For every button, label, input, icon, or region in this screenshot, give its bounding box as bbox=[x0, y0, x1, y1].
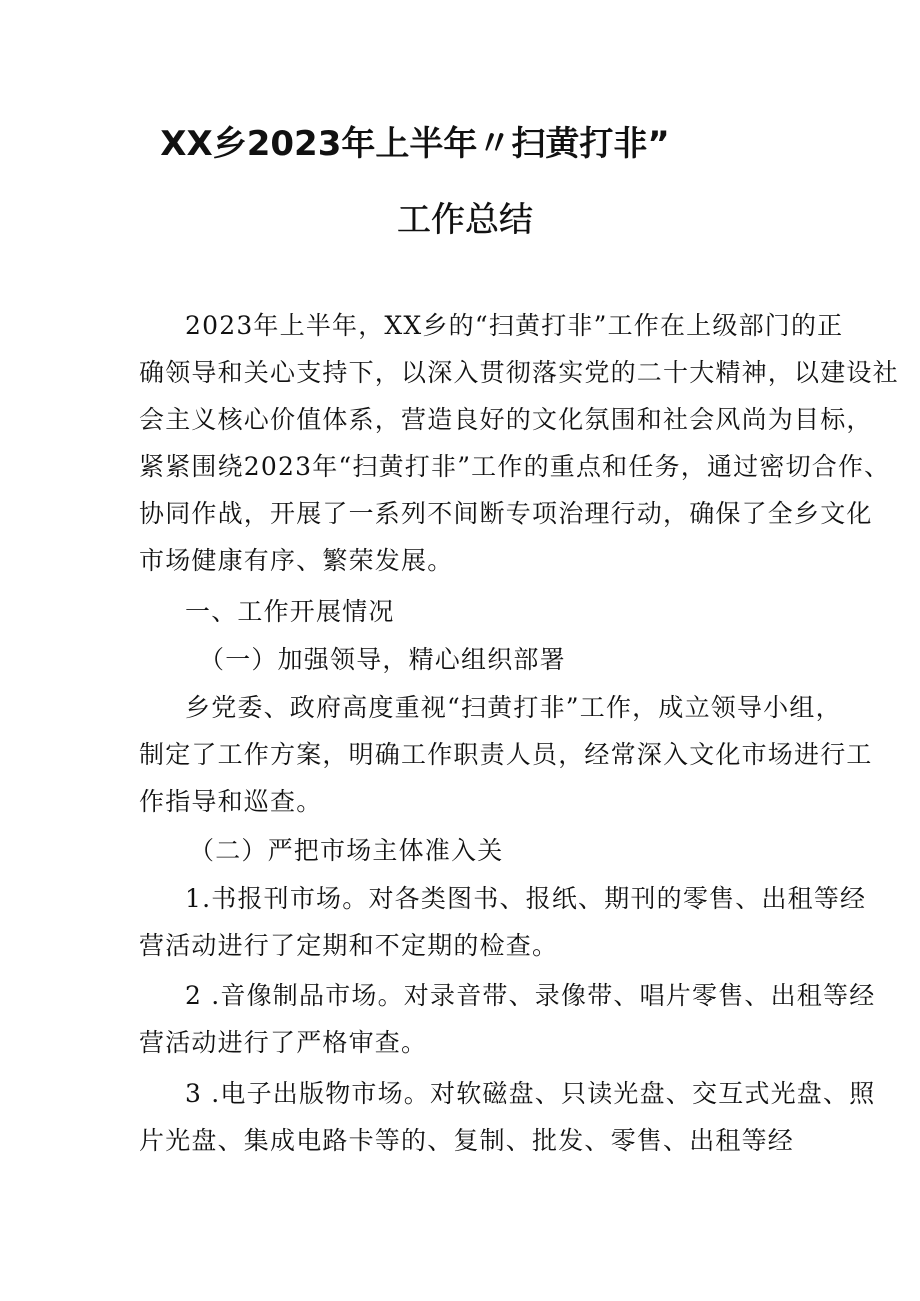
subsection-2-heading: （二）严把市场主体准入关 bbox=[189, 836, 504, 865]
item-3-line-2: 片光盘、集成电路卡等的、复制、批发、零售、出租等经 bbox=[139, 1126, 795, 1155]
intro-line-6: 市场健康有序、繁荣发展。 bbox=[139, 546, 454, 575]
sub1-line-2: 制定了工作方案，明确工作职责人员，经常深入文化市场进行工 bbox=[139, 740, 873, 769]
item-2-line-1: 2 .音像制品市场。对录音带、录像带、唱片零售、出租等经 bbox=[185, 981, 876, 1010]
item-2-paragraph bbox=[139, 972, 876, 1066]
subsection-1-heading: （一）加强领导，精心组织部署 bbox=[199, 645, 566, 674]
item-1-line-1: 1.书报刊市场。对各类图书、报纸、期刊的零售、出租等经 bbox=[185, 884, 867, 913]
intro-line-3: 会主义核心价值体系，营造良好的文化氛围和社会风尚为目标， bbox=[139, 405, 873, 434]
section-1-heading: 一、工作开展情况 bbox=[185, 597, 395, 626]
item-1-line-2: 营活动进行了定期和不定期的检查。 bbox=[139, 931, 559, 960]
document-title-line-2: 工作总结 bbox=[397, 200, 533, 240]
item-2-line-2: 营活动进行了严格审查。 bbox=[139, 1028, 428, 1057]
intro-paragraph bbox=[139, 302, 899, 584]
section-1 bbox=[139, 588, 795, 635]
item-3-line-1: 3 .电子出版物市场。对软磁盘、只读光盘、交互式光盘、照 bbox=[185, 1079, 876, 1108]
item-3-paragraph bbox=[139, 1070, 876, 1164]
intro-line-2: 确领导和关心支持下，以深入贯彻落实党的二十大精神，以建设社 bbox=[139, 358, 899, 387]
sub1-line-1: 乡党委、政府高度重视“扫黄打非”工作，成立领导小组， bbox=[185, 693, 842, 722]
intro-line-1: 2023年上半年，XX乡的“扫黄打非”工作在上级部门的正 bbox=[185, 311, 844, 340]
sub1-line-3: 作指导和巡查。 bbox=[139, 787, 323, 816]
intro-line-5: 协同作战，开展了一系列不间断专项治理行动，确保了全乡文化 bbox=[139, 499, 873, 528]
subsection-2 bbox=[139, 827, 795, 874]
intro-line-4: 紧紧围绕2023年“扫黄打非”工作的重点和任务，通过密切合作、 bbox=[139, 452, 891, 481]
item-1-paragraph bbox=[139, 875, 867, 969]
subsection-1-paragraph bbox=[139, 684, 873, 825]
subsection-1 bbox=[139, 636, 795, 683]
document-title-line-1: XX乡2023年上半年〃扫黄打非” bbox=[160, 124, 670, 164]
